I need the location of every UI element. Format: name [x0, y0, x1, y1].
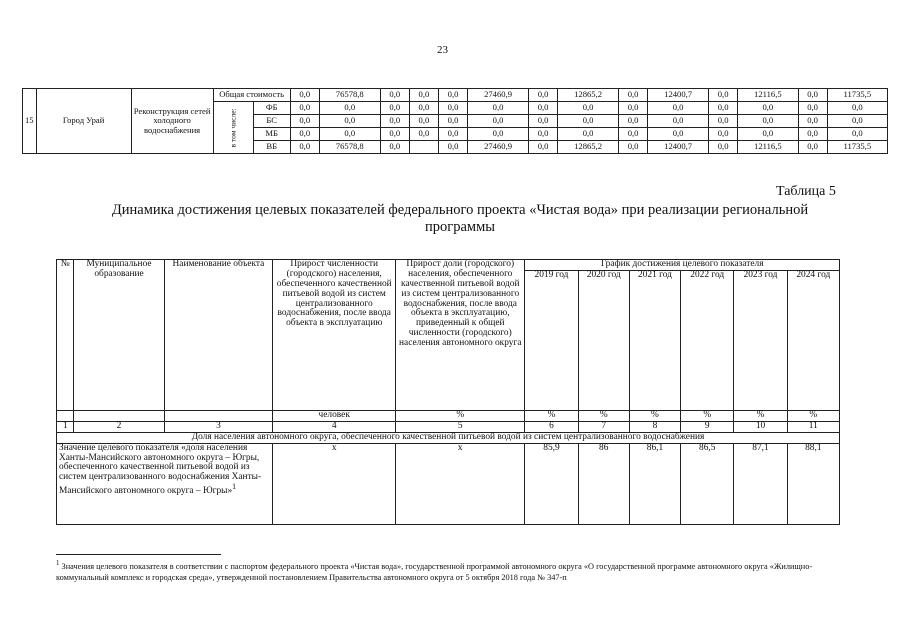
financing-value: 12116,5 — [738, 141, 798, 154]
financing-value: 0,0 — [319, 115, 380, 128]
financing-value: 0,0 — [319, 128, 380, 141]
financing-value: 27460,9 — [468, 89, 529, 102]
financing-value: 0,0 — [290, 128, 319, 141]
financing-value: 0,0 — [709, 89, 738, 102]
financing-value: 0,0 — [409, 115, 438, 128]
financing-value: 0,0 — [529, 89, 558, 102]
financing-row — [23, 89, 888, 102]
year-value: 86,1 — [629, 443, 680, 524]
financing-value: 0,0 — [290, 89, 319, 102]
financing-value: 0,0 — [380, 115, 409, 128]
financing-value: 0,0 — [738, 128, 798, 141]
col-municipality-header: Муниципальное образование — [74, 260, 164, 411]
column-number: 9 — [681, 421, 734, 432]
footnote-ref: 1 — [232, 482, 237, 492]
column-number: 7 — [578, 421, 629, 432]
financing-value: 0,0 — [827, 102, 887, 115]
object-cell: Реконструкция сетей холодного водоснабжения — [131, 89, 213, 154]
share-value: x — [396, 443, 525, 524]
column-number: 6 — [525, 421, 578, 432]
column-number: 1 — [57, 421, 74, 432]
source-label: МБ — [253, 128, 290, 141]
financing-value: 0,0 — [438, 128, 467, 141]
incl-label-cell — [213, 102, 253, 154]
financing-value: 0,0 — [619, 115, 648, 128]
financing-value: 12865,2 — [558, 89, 619, 102]
footnote-separator — [56, 554, 221, 555]
financing-value: 12865,2 — [558, 141, 619, 154]
indicator-label-cell — [57, 443, 273, 524]
financing-value: 0,0 — [529, 115, 558, 128]
cost-label: Общая стоимость — [213, 89, 290, 102]
unit-cell: % — [681, 411, 734, 422]
financing-value: 76578,8 — [319, 89, 380, 102]
financing-value: 0,0 — [558, 115, 619, 128]
financing-value: 0,0 — [290, 141, 319, 154]
footnote — [56, 560, 836, 583]
financing-value — [409, 141, 438, 154]
financing-value: 76578,8 — [319, 141, 380, 154]
row-number: 15 — [23, 89, 37, 154]
financing-value: 0,0 — [380, 141, 409, 154]
unit-cell: % — [578, 411, 629, 422]
financing-value: 0,0 — [709, 115, 738, 128]
financing-value: 0,0 — [380, 128, 409, 141]
col-share-growth-header: Прирост доли (городского) населения, обеспеченного качественной питьевой водой из систем централизованного водоснабжения, после ввода объекта в эксплуатацию, приведенный к общей численности (городского) населения автономного округа — [396, 260, 525, 411]
financing-value: 0,0 — [827, 128, 887, 141]
financing-value: 0,0 — [438, 89, 467, 102]
year-value: 85,9 — [525, 443, 578, 524]
financing-value: 0,0 — [529, 102, 558, 115]
column-number: 2 — [74, 421, 164, 432]
incl-label: в том числе: — [228, 108, 238, 148]
table-title: Динамика достижения целевых показателей федерального проекта «Чистая вода» при реализации региональной программы — [111, 202, 809, 236]
column-number: 3 — [164, 421, 273, 432]
indicator-row — [57, 443, 840, 524]
financing-value: 12400,7 — [648, 141, 709, 154]
col-object-header: Наименование объекта — [164, 260, 273, 411]
financing-value: 0,0 — [438, 102, 467, 115]
financing-value: 0,0 — [619, 141, 648, 154]
year-value: 86 — [578, 443, 629, 524]
financing-value: 0,0 — [558, 128, 619, 141]
financing-value: 0,0 — [619, 128, 648, 141]
target-indicator-table — [56, 259, 840, 525]
financing-value: 0,0 — [290, 102, 319, 115]
financing-value: 0,0 — [709, 102, 738, 115]
units-row — [57, 411, 840, 422]
footnote-text: Значения целевого показателя в соответствии с паспортом федерального проекта «Чистая вода», государственной программой автономного округа «О государственной программе автономного округа «Жилищно-коммунальный комплекс и городская среда», утвержденной постановлением Правительства автономного округа от 5 октября 2018 года № 347-п — [56, 561, 813, 582]
financing-value: 0,0 — [709, 128, 738, 141]
footnote-mark: 1 — [56, 560, 60, 567]
financing-value: 0,0 — [709, 141, 738, 154]
column-number: 4 — [273, 421, 396, 432]
column-numbers-row — [57, 421, 840, 432]
financing-value: 0,0 — [648, 115, 709, 128]
year-header: 2022 год — [681, 271, 734, 411]
financing-value: 0,0 — [438, 115, 467, 128]
column-number: 11 — [787, 421, 839, 432]
financing-value: 0,0 — [409, 102, 438, 115]
financing-value: 0,0 — [380, 89, 409, 102]
municipality-cell: Город Урай — [36, 89, 131, 154]
schedule-header: График достижения целевого показателя — [525, 260, 840, 271]
col-num-header: № — [57, 260, 74, 411]
financing-value: 0,0 — [409, 89, 438, 102]
financing-value: 12116,5 — [738, 89, 798, 102]
financing-value: 11735,5 — [827, 89, 887, 102]
financing-value: 0,0 — [648, 102, 709, 115]
year-header: 2023 год — [734, 271, 787, 411]
section-row — [57, 432, 840, 443]
table-label: Таблица 5 — [776, 184, 836, 199]
financing-value: 0,0 — [738, 102, 798, 115]
financing-value: 0,0 — [798, 128, 827, 141]
financing-value: 11735,5 — [827, 141, 887, 154]
upper-financing-table — [22, 88, 888, 154]
year-header: 2024 год — [787, 271, 839, 411]
financing-value: 0,0 — [738, 115, 798, 128]
header-row-1 — [57, 260, 840, 271]
year-header: 2021 год — [629, 271, 680, 411]
col-pop-growth-header: Прирост численности (городского) населения, обеспеченного качественной питьевой водой из систем централизованного водоснабжения, после ввода объекта в эксплуатацию — [273, 260, 396, 411]
financing-value: 0,0 — [409, 128, 438, 141]
section-title: Доля населения автономного округа, обеспеченного качественной питьевой водой из систем централизованного водоснабжения — [57, 432, 840, 443]
financing-value: 12400,7 — [648, 89, 709, 102]
year-header: 2020 год — [578, 271, 629, 411]
financing-value: 0,0 — [468, 115, 529, 128]
financing-value: 0,0 — [558, 102, 619, 115]
year-value: 88,1 — [787, 443, 839, 524]
financing-value: 0,0 — [798, 102, 827, 115]
page-number: 23 — [437, 44, 448, 56]
indicator-label: Значение целевого показателя «доля населения Ханты-Мансийского автономного округа – Югры, обеспеченного качественной питьевой водой из систем централизованного водоснабжения Ханты-Мансийского автономного округа – Югры» — [59, 442, 262, 497]
year-header: 2019 год — [525, 271, 578, 411]
financing-value: 0,0 — [468, 102, 529, 115]
year-value: 86,5 — [681, 443, 734, 524]
source-label: ВБ — [253, 141, 290, 154]
financing-value: 0,0 — [619, 89, 648, 102]
source-label: ФБ — [253, 102, 290, 115]
unit-cell: % — [629, 411, 680, 422]
column-number: 10 — [734, 421, 787, 432]
financing-value: 0,0 — [798, 115, 827, 128]
column-number: 5 — [396, 421, 525, 432]
financing-value: 0,0 — [380, 102, 409, 115]
year-value: 87,1 — [734, 443, 787, 524]
source-label: БС — [253, 115, 290, 128]
financing-value: 0,0 — [319, 102, 380, 115]
unit-cell: % — [787, 411, 839, 422]
financing-value: 0,0 — [619, 102, 648, 115]
financing-value: 27460,9 — [468, 141, 529, 154]
unit-cell: % — [396, 411, 525, 422]
financing-value: 0,0 — [827, 115, 887, 128]
unit-cell: человек — [273, 411, 396, 422]
column-number: 8 — [629, 421, 680, 432]
financing-value: 0,0 — [438, 141, 467, 154]
financing-value: 0,0 — [798, 89, 827, 102]
unit-cell: % — [525, 411, 578, 422]
financing-value: 0,0 — [468, 128, 529, 141]
financing-value: 0,0 — [529, 141, 558, 154]
financing-value: 0,0 — [290, 115, 319, 128]
pop-value: x — [273, 443, 396, 524]
unit-cell: % — [734, 411, 787, 422]
financing-value: 0,0 — [798, 141, 827, 154]
financing-value: 0,0 — [529, 128, 558, 141]
financing-value: 0,0 — [648, 128, 709, 141]
